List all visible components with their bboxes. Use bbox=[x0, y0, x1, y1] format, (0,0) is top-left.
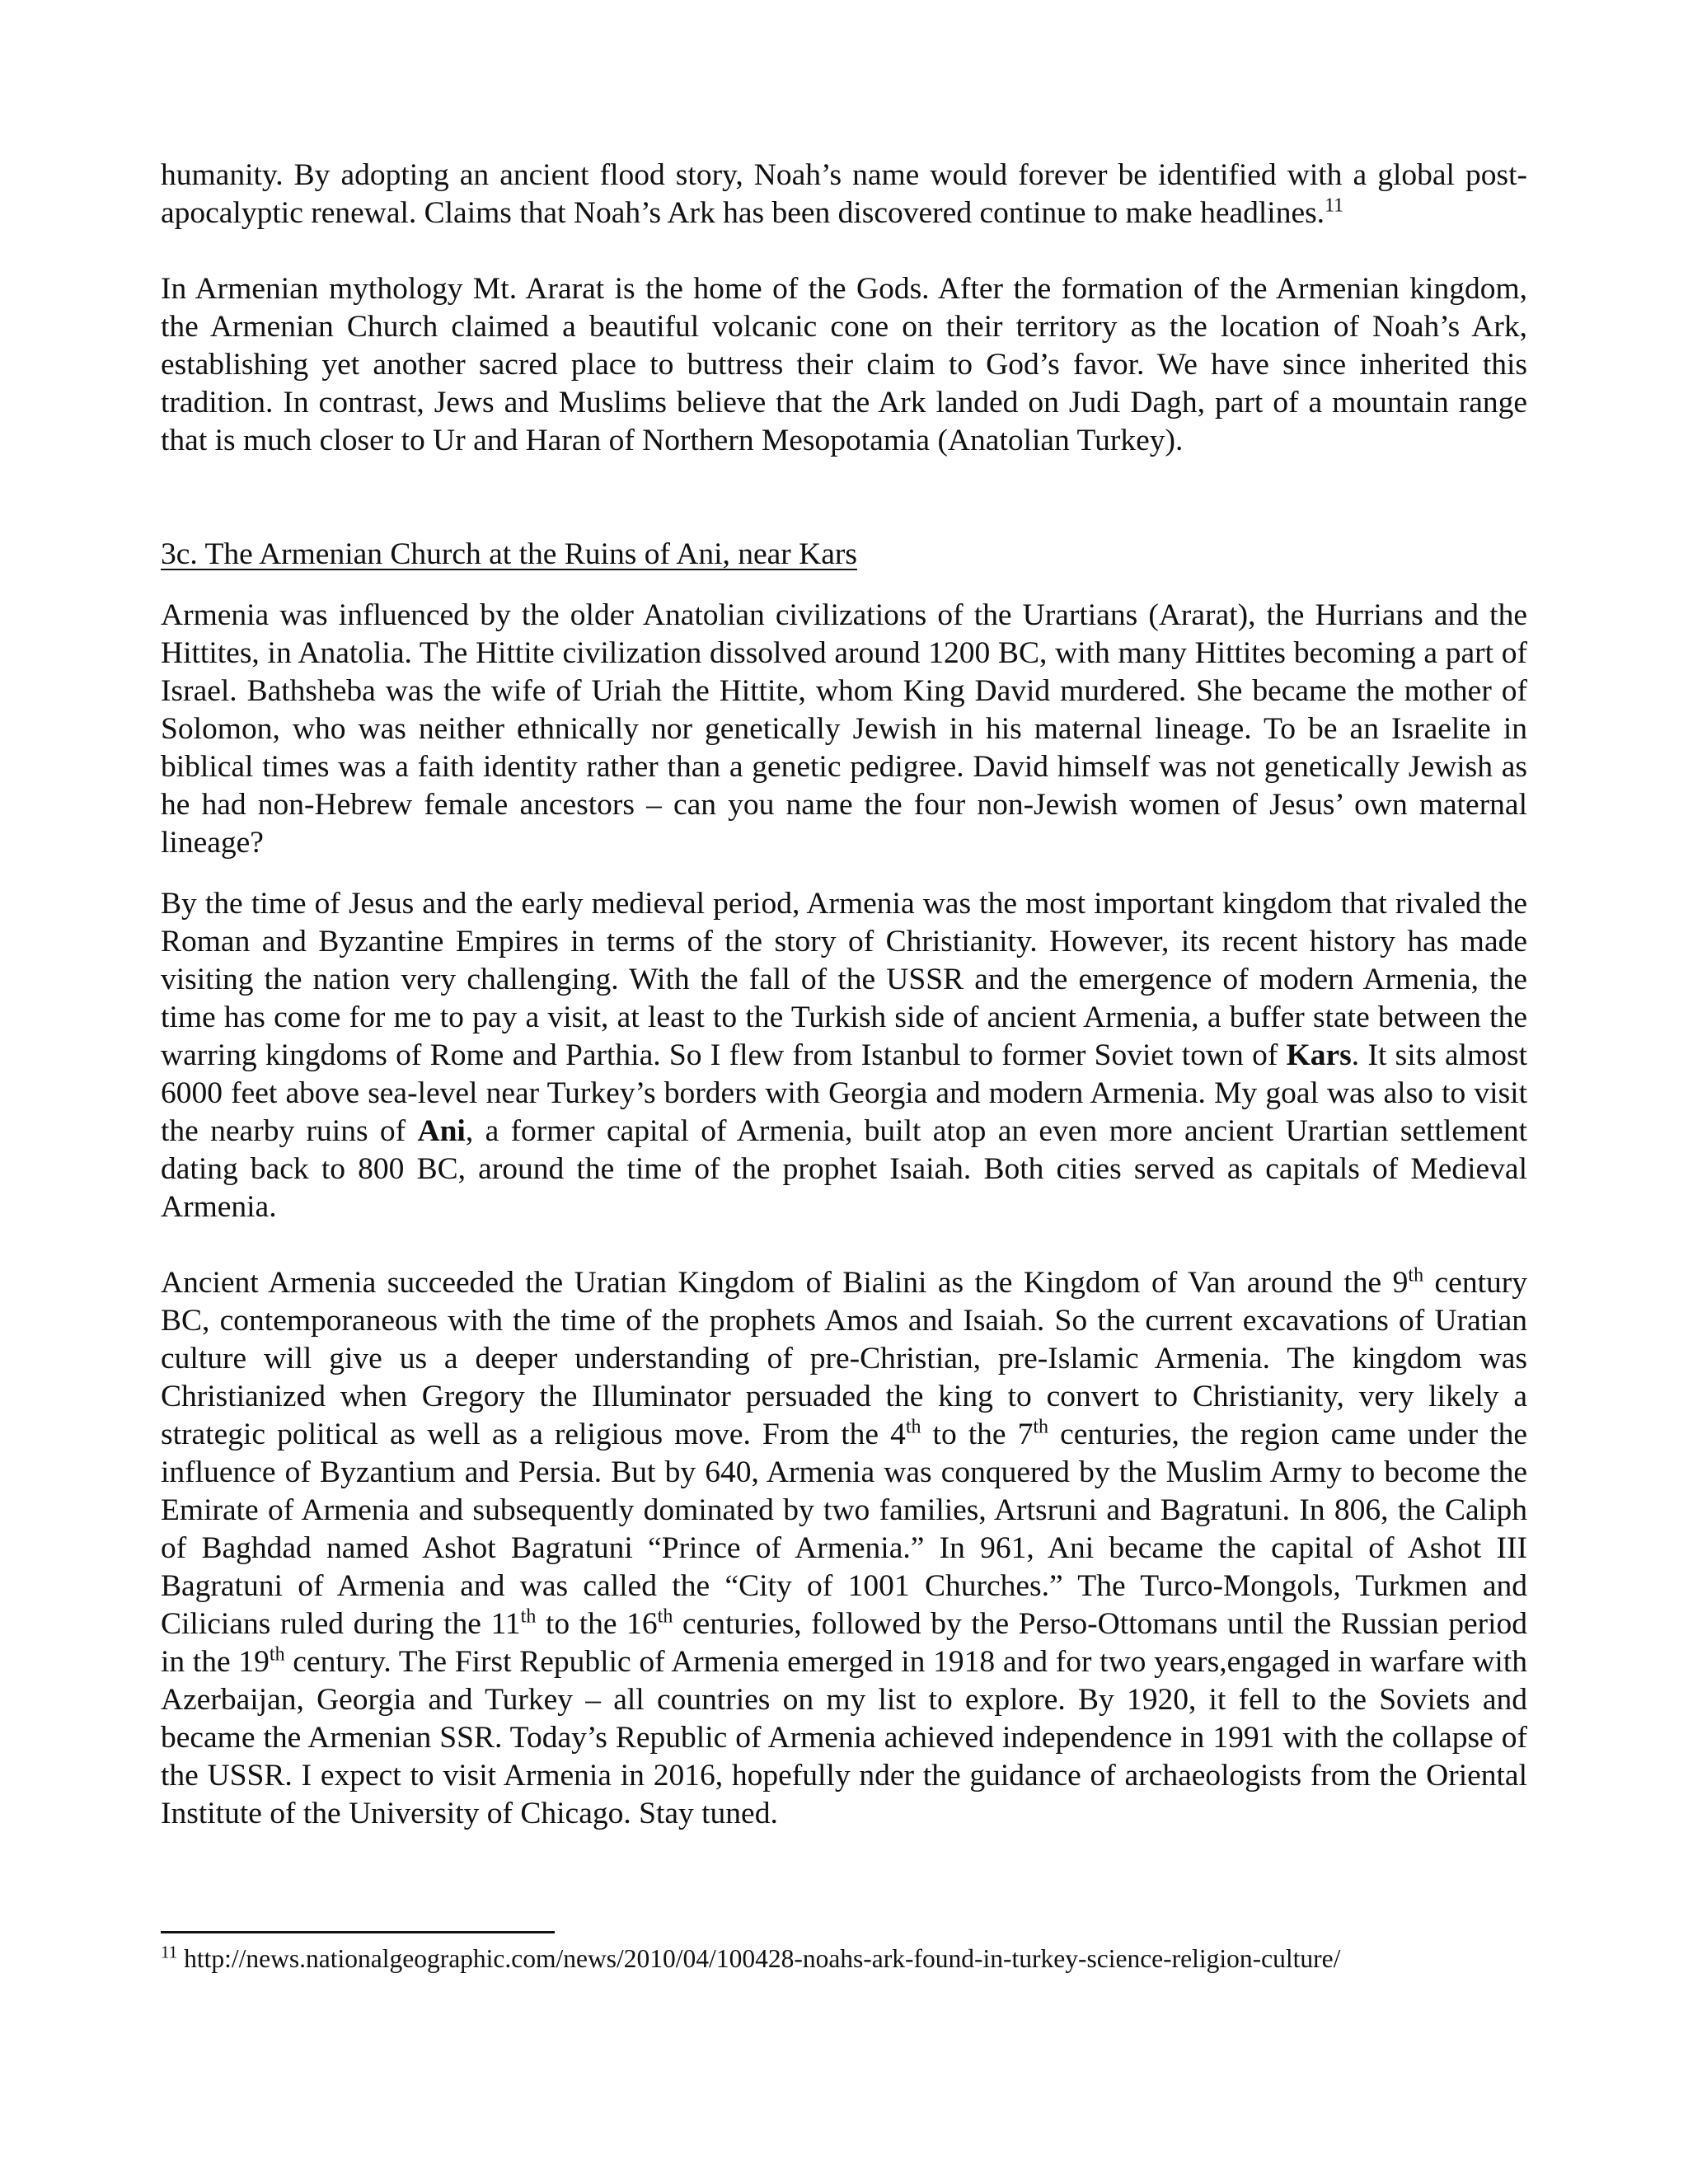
paragraph-text: centuries, followed by the Perso-Ottomans until the Russian period in the 19 bbox=[161, 1607, 1527, 1679]
ordinal-suffix: th bbox=[1408, 1264, 1424, 1286]
paragraph-kars-ani-visit bbox=[161, 885, 1527, 1226]
paragraph-text: humanity. By adopting an ancient flood story, Noah’s name would forever be identified with a global post-apocalyptic renewal. Claims that Noah’s Ark has been discovered continue to make headlines. bbox=[161, 158, 1527, 230]
paragraph-text: century BC, contemporaneous with the time of the prophets Amos and Isaiah. So the current excavations of Uratian culture will give us a deeper understanding of pre-Christian, pre-Islamic Armenia. The kingdom was Christianized when Gregory the Illuminator persuaded the king to convert to Christianity, very likely a strategic political as well as a religious move. From the 4 bbox=[161, 1266, 1527, 1451]
paragraph-text: Ancient Armenia succeeded the Uratian Kingdom of Bialini as the Kingdom of Van around the 9 bbox=[161, 1266, 1409, 1300]
paragraph-text: By the time of Jesus and the early medieval period, Armenia was the most important kingdom that rivaled the Roman and Byzantine Empires in terms of the story of Christianity. However, its recent history has made visiting the nation very challenging. With the fall of the USSR and the emergence of modern Armenia, the time has come for me to pay a visit, at least to the Turkish side of ancient Armenia, a buffer state between the warring kingdoms of Rome and Parthia. So I flew from Istanbul to former Soviet town of bbox=[161, 887, 1527, 1072]
place-name-ani: Ani bbox=[417, 1114, 466, 1148]
paragraph-text: century. The First Republic of Armenia emerged in 1918 and for two years,engaged in warfare with Azerbaijan, Georgia and Turkey – all countries on my list to explore. By 1920, it fell to the Soviets and became the Armenian SSR. Today’s Republic of Armenia achieved independence in 1991 with the collapse of the USSR. I expect to visit Armenia in 2016, hopefully nder the guidance of archaeologists from the Oriental Institute of the University of Chicago. Stay tuned. bbox=[161, 1645, 1528, 1830]
footnote-link[interactable]: http://news.nationalgeographic.com/news/2010/04/100428-noahs-ark-found-in-turkey-science-religion-culture/ bbox=[184, 1944, 1341, 1973]
paragraph-text: to the 7 bbox=[921, 1418, 1034, 1451]
place-name-kars: Kars bbox=[1286, 1038, 1352, 1072]
paragraph-text: , a former capital of Armenia, built atop an even more ancient Urartian settlement dating back to 800 BC, around the time of the prophet Isaiah. Both cities served as capitals of Medieval Armenia. bbox=[161, 1114, 1527, 1224]
ordinal-suffix: th bbox=[520, 1605, 537, 1628]
footnote-number: 11 bbox=[161, 1942, 178, 1962]
ordinal-suffix: th bbox=[1033, 1416, 1049, 1438]
footnotes-section bbox=[161, 1943, 1447, 1975]
paragraph-text: . It sits almost 6000 feet above sea-level near Turkey’s borders with Georgia and modern Armenia. My goal was also to visit the nearby ruins of bbox=[161, 1038, 1527, 1148]
paragraph-anatolian-civilizations: Armenia was influenced by the older Anatolian civilizations of the Urartians (Ararat), the Hurrians and the Hittites, in Anatolia. The Hittite civilization dissolved around 1200 BC, with many Hittites becoming a part of Israel. Bathsheba was the wife of Uriah the Hittite, whom King David murdered. She became the mother of Solomon, who was neither ethnically nor genetically Jewish in his maternal lineage. To be an Israelite in biblical times was a faith identity rather than a genetic pedigree. David himself was not genetically Jewish as he had non-Hebrew female ancestors – can you name the four non-Jewish women of Jesus’ own maternal lineage? bbox=[161, 598, 1527, 860]
paragraph-text: centuries, the region came under the influence of Byzantium and Persia. But by 640, Armenia was conquered by the Muslim Army to become the Emirate of Armenia and subsequently dominated by two families, Artsruni and Bagratuni. In 806, the Caliph of Baghdad named Ashot Bagratuni “Prince of Armenia.” In 961, Ani became the capital of Ashot III Bagratuni of Armenia and was called the “City of 1001 Churches.” The Turco-Mongols, Turkmen and Cilicians ruled during the 11 bbox=[161, 1418, 1527, 1641]
ordinal-suffix: th bbox=[657, 1605, 673, 1628]
document-page bbox=[161, 157, 1527, 1833]
footnote-divider bbox=[161, 1931, 555, 1933]
section-heading: 3c. The Armenian Church at the Ruins of Ani, near Kars bbox=[161, 537, 857, 571]
ordinal-suffix: th bbox=[905, 1416, 921, 1438]
ordinal-suffix: th bbox=[269, 1643, 285, 1666]
paragraph-armenian-history bbox=[161, 1264, 1527, 1833]
paragraph-noah-flood bbox=[161, 157, 1527, 232]
footnote-reference[interactable]: 11 bbox=[1325, 194, 1344, 217]
footnote-item bbox=[161, 1943, 1447, 1975]
paragraph-text: to the 16 bbox=[536, 1607, 658, 1641]
paragraph-armenian-mythology: In Armenian mythology Mt. Ararat is the home of the Gods. After the formation of the Armenian kingdom, the Armenian Church claimed a beautiful volcanic cone on their territory as the location of Noah’s Ark, establishing yet another sacred place to buttress their claim to God’s favor. We have since inherited this tradition. In contrast, Jews and Muslims believe that the Ark landed on Judi Dagh, part of a mountain range that is much closer to Ur and Haran of Northern Mesopotamia (Anatolian Turkey). bbox=[161, 272, 1527, 457]
